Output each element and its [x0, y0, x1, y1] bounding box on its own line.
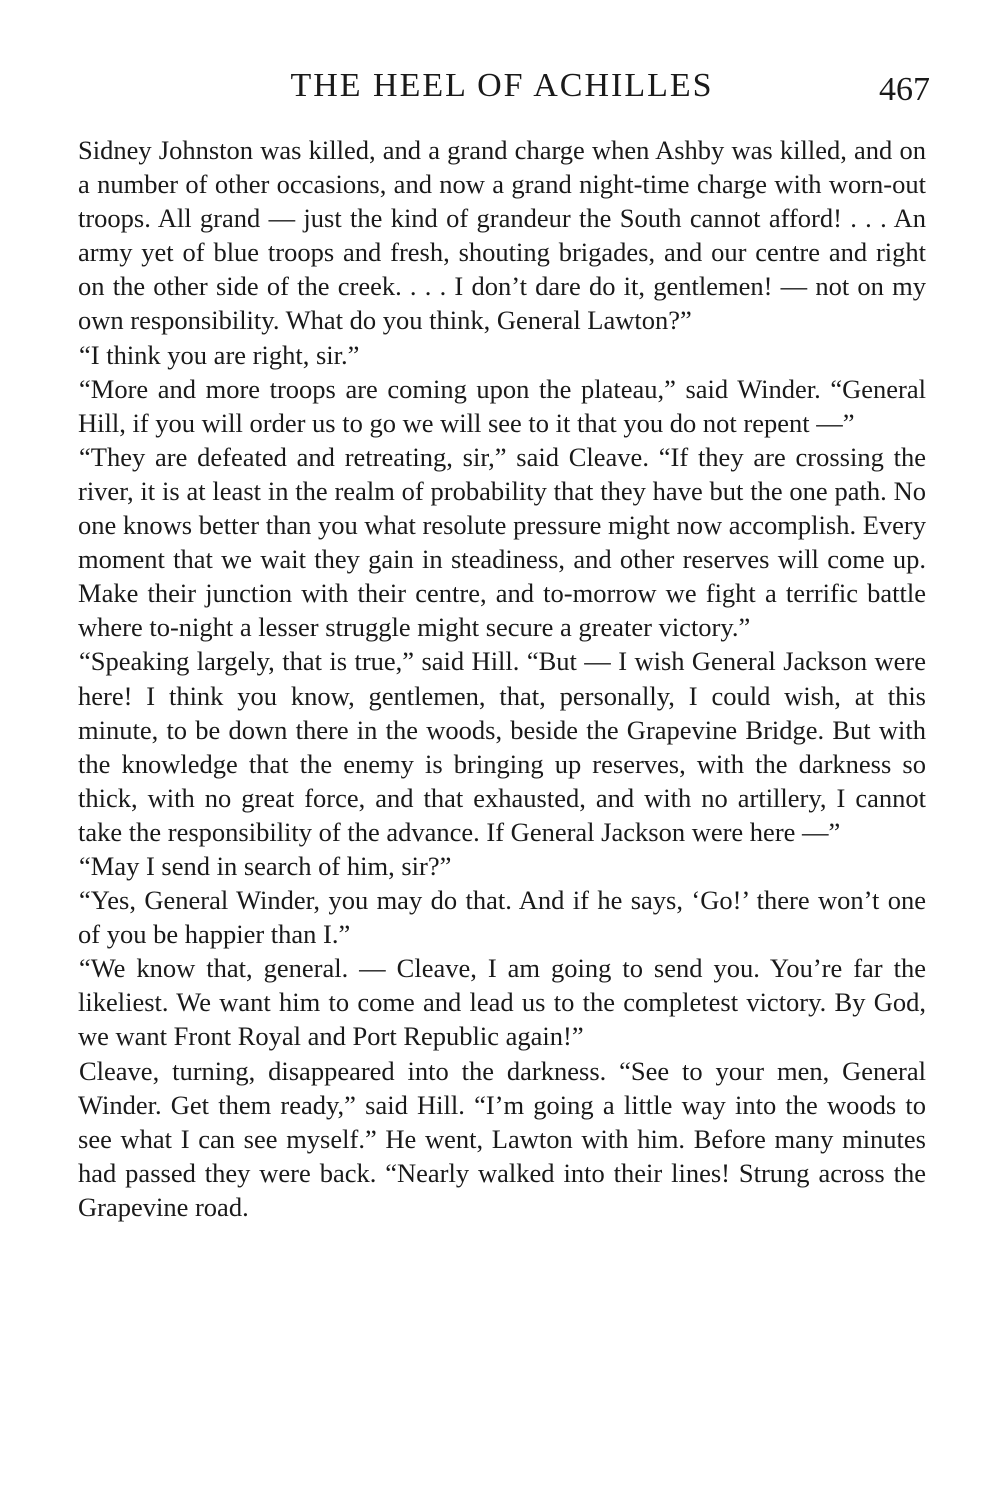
- paragraph: “We know that, general. — Cleave, I am going to send you. You’re far the likeliest. We want him to come and lead us to the completest victory. By God, we want Front Royal and Port Republic again!”: [78, 953, 926, 1052]
- paragraph: Cleave, turning, disappeared into the darkness. “See to your men, General Winder. Get them ready,” said Hill. “I’m going a little way into the woods to see what I can see myself.” He went, Lawton with him. Before many minutes had passed they were back. “Nearly walked into their lines! Strung across the Grapevine road.: [78, 1055, 926, 1222]
- paragraph: “More and more troops are coming upon the plateau,” said Winder. “General Hill, if you will order us to go we will see to it that you do not repent —”: [78, 373, 926, 438]
- body-text: [78, 133, 926, 1224]
- page-number: 467: [879, 71, 930, 108]
- paragraph: “Yes, General Winder, you may do that. And if he says, ‘Go!’ there won’t one of you be happier than I.”: [78, 885, 926, 950]
- paragraph: Sidney Johnston was killed, and a grand charge when Ashby was killed, and on a number of other occasions, and now a grand night-time charge with worn-out troops. All grand — just the kind of grandeur the South cannot afford! . . . An army yet of blue troops and fresh, shouting brigades, and our centre and right on the other side of the creek. . . . I don’t dare do it, gentlemen! — not on my own responsibility. What do you think, General Lawton?”: [78, 135, 926, 336]
- paragraph: “Speaking largely, that is true,” said Hill. “But — I wish General Jackson were here! I think you know, gentlemen, that, personally, I could wish, at this minute, to be down there in the woods, beside the Grapevine Bridge. But with the knowledge that the enemy is bringing up reserves, with the darkness so thick, with no great force, and that exhausted, and with no artillery, I cannot take the responsibility of the advance. If General Jackson were here —”: [78, 646, 926, 847]
- paragraph: “May I send in search of him, sir?”: [79, 850, 452, 881]
- paragraph: “They are defeated and retreating, sir,” said Cleave. “If they are crossing the river, it is at least in the realm of probability that they have but the one path. No one knows better than you what resolute pressure might now accomplish. Every moment that we wait they gain in steadiness, and other reserves will come up. Make their junction with their centre, and to-morrow we fight a terrific battle where to-night a lesser struggle might secure a greater victory.”: [78, 441, 926, 643]
- paragraph: “I think you are right, sir.”: [79, 339, 360, 370]
- running-title: THE HEEL OF ACHILLES: [290, 67, 714, 104]
- running-head: [78, 64, 930, 108]
